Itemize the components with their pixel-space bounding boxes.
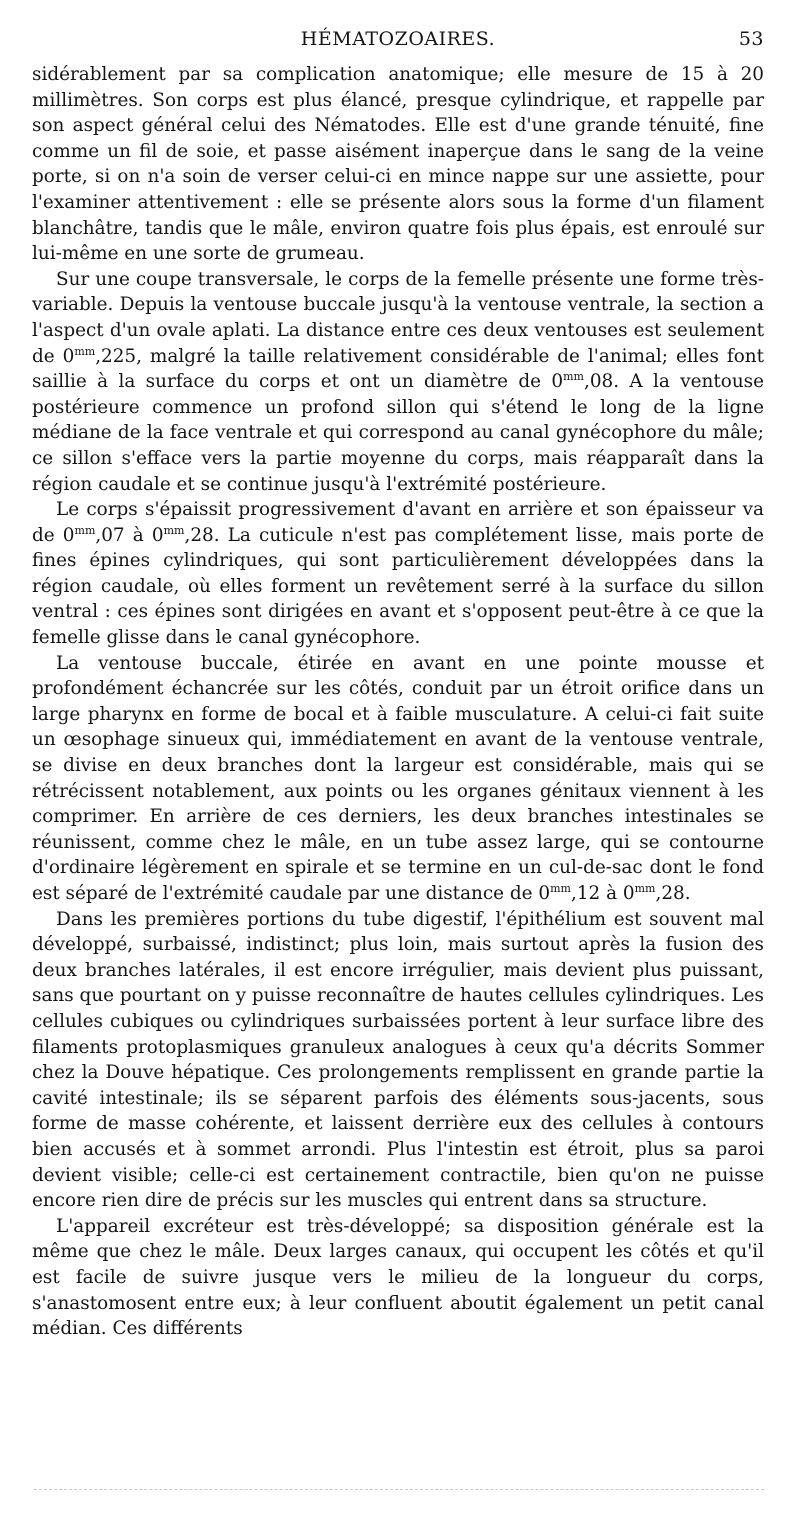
text-run: La ventouse buccale, étirée en avant en une pointe mousse et profondément échancrée sur les côtés, conduit par un étroit orifice dans un large pharynx en forme de bocal et à faible musculature. A celui-ci fait suite un œsophage sinueux qui, immédiatement en avant de la ventouse ventrale, se divise en deux branches dont la largeur est considérable, mais qui se rétrécissent notablement, aux points ou les organes génitaux viennent à les comprimer. En arrière de ces derniers, les deux branches intestinales se réunissent, comme chez le mâle, en un tube assez large, qui se contourne d'ordinaire légèrement en spirale et se termine en un cul-de-sac dont le fond est séparé de l'extrémité caudale par une distance de 0 [32,652,764,904]
paragraph [32,497,764,651]
body-text [32,62,764,1342]
text-run: ,28. La cuticule n'est pas complétement lisse, mais porte de fines épines cylindriques, qui sont particulièrement développées dans la région caudale, où elles forment un revêtement serré à la surface du sillon ventral : ces épines sont dirigées en avant et s'opposent peut-être à ce que la femelle glisse dans le canal gynécophore. [32,524,764,649]
text-run: Le corps s'épaissit progressivement d'avant en arrière et son épaisseur va de 0 [32,499,764,546]
text-run: Sur une coupe transversale, le corps de la femelle présente une forme très-variable. Depuis la ventouse buccale jusqu'à la ventouse ventrale, la section a l'aspect d'un ovale aplati. La distance entre ces deux ventouses est seulement de 0 [32,268,764,367]
page-number: 53 [738,28,764,50]
unit-superscript: mm [74,344,96,358]
text-run: sidérablement par sa complication anatomique; elle mesure de 15 à 20 millimètres. Son corps est plus élancé, presque cylindrique, et rappelle par son aspect général celui des Nématodes. Elle est d'une grande ténuité, fine comme un fil de soie, et passe aisément inaperçue dans le sang de la veine porte, si on n'a soin de verser celui-ci en mince nappe sur une assiette, pour l'examiner attentivement : elle se présente alors sous la forme d'un filament blanchâtre, tandis que le mâle, environ quatre fois plus épais, est enroulé sur lui-même en une sorte de grumeau. [32,64,764,265]
text-run: Dans les premières portions du tube digestif, l'épithélium est souvent mal développé, surbaissé, indistinct; plus loin, mais surtout après la fusion des deux branches latérales, il est encore irrégulier, mais devient plus puissant, sans que pourtant on y puisse reconnaître de hautes cellules cylindriques. Les cellules cubiques ou cylindriques surbaissées portent à leur surface libre des filaments protoplasmiques granuleux analogues à ceux qu'a décrits Sommer chez la Douve hépatique. Ces prolongements remplissent en grande partie la cavité intestinale; ils se séparent parfois des éléments sous-jacents, sous forme de masse cohérente, et laissent derrière eux des cellules à contours bien accusés et à sommet arrondi. Plus l'intestin est étroit, plus sa paroi devient visible; celle-ci est certainement contractile, bien qu'on ne puisse encore rien dire de précis sur les muscles qui entrent dans sa structure. [32,908,764,1212]
text-run: L'appareil excréteur est très-développé; sa disposition générale est la même que chez le mâle. Deux larges canaux, qui occupent les côtés et qu'il est facile de suivre jusque vers le milieu de la longueur du corps, s'anastomosent entre eux; à leur confluent aboutit également un petit canal médian. Ces différents [32,1215,764,1340]
text-run: ,08. A la ventouse postérieure commence un profond sillon qui s'étend le long de la ligne médiane de la face ventrale et qui correspond au canal gynécophore du mâle; ce sillon s'efface vers la partie moyenne du corps, mais réapparaît dans la région caudale et se continue jusqu'à l'extrémité postérieure. [32,371,764,495]
paragraph [32,651,764,907]
text-run: ,12 à 0 [570,883,635,904]
paragraph [32,267,764,497]
book-page [32,28,764,1342]
running-title: HÉMATOZOAIRES. [300,28,496,50]
unit-superscript: mm [634,882,656,895]
unit-superscript: mm [550,882,571,895]
bottom-rule [34,1489,764,1490]
text-run: ,28. [655,883,691,904]
unit-superscript: mm [163,523,185,537]
text-run: ,225, malgré la taille relativement considérable de l'animal; elles font saillie à la surface du corps et ont un diamètre de 0 [32,345,764,393]
paragraph [32,907,764,1214]
paragraph [32,62,764,267]
unit-superscript: mm [563,370,584,384]
running-header [32,28,764,52]
text-run: ,07 à 0 [95,524,164,546]
unit-superscript: mm [74,523,96,537]
paragraph [32,1214,764,1342]
